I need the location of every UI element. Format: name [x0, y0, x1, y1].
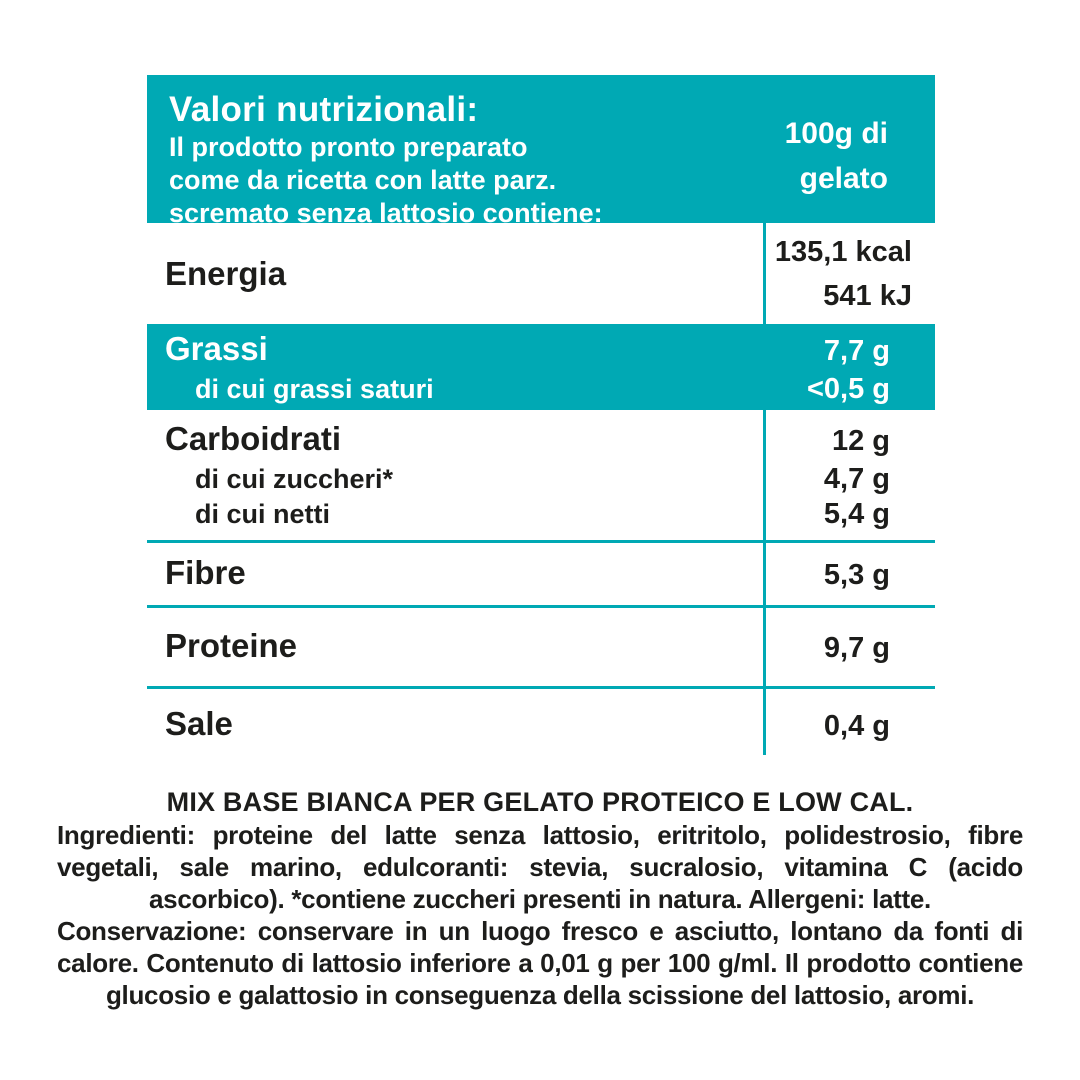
nutrient-line	[147, 552, 935, 596]
nutrient-label: di cui zuccheri*	[195, 464, 394, 494]
nutrient-label: di cui netti	[195, 499, 330, 529]
product-title: MIX BASE BIANCA PER GELATO PROTEICO E LOW CAL.	[166, 787, 914, 817]
nutrient-line	[147, 462, 935, 497]
nutrient-value: 7,7 g	[823, 334, 890, 367]
nutrient-line	[147, 703, 935, 747]
nutrient-value: 4,7 g	[823, 463, 890, 495]
nutrient-line	[147, 625, 935, 669]
nutrient-value: 5,3 g	[823, 559, 890, 591]
nutrient-value: <0,5 g	[806, 372, 890, 405]
row-fibre	[147, 543, 935, 605]
table-header-left	[169, 89, 755, 228]
row-sale	[147, 689, 935, 760]
table-subtitle-line-3: scremato senza lattosio contiene:	[169, 198, 603, 228]
table-body	[147, 223, 935, 760]
nutrient-label: Sale	[165, 704, 233, 742]
nutrient-label: di cui grassi saturi	[195, 373, 434, 404]
table-subtitle-line-1: Il prodotto pronto preparato	[169, 132, 528, 162]
row-energia	[147, 223, 935, 324]
amount-column-header	[755, 89, 935, 223]
amount-column-header-line-1: 100g di	[784, 117, 888, 150]
row-grassi	[147, 324, 935, 410]
amount-column-header-line-2: gelato	[799, 162, 888, 195]
nutrient-line	[147, 223, 935, 324]
nutrient-value: 12 g	[831, 425, 890, 457]
nutrition-table	[147, 75, 935, 760]
row-carboidrati	[147, 410, 935, 540]
nutrient-label: Energia	[165, 254, 287, 292]
nutrient-value: 5,4 g	[823, 498, 890, 530]
nutrient-label: Carboidrati	[165, 420, 342, 457]
nutrient-line	[147, 418, 935, 462]
nutrient-value: 9,7 g	[823, 632, 890, 664]
ingredients-paragraph: Ingredienti: proteine del latte senza lattosio, eritritolo, polidestrosio, fibre vegetali, sale marino, edulcoranti: stevia, sucralosio, vitamina C (acido ascorbico). *contiene zuccheri presenti in natura. Allergeni: latte.	[57, 820, 1023, 914]
nutrient-value: 135,1 kcal	[774, 235, 912, 268]
nutrient-label: Grassi	[165, 329, 268, 367]
nutrient-value: 541 kJ	[823, 279, 912, 312]
nutrient-label: Fibre	[165, 554, 246, 591]
row-proteine	[147, 608, 935, 686]
nutrient-line	[147, 372, 935, 407]
nutrient-value: 0,4 g	[823, 709, 890, 742]
conservation-paragraph: Conservazione: conservare in un luogo fresco e asciutto, lontano da fonti di calore. Contenuto di lattosio inferiore a 0,01 g per 100 g/ml. Il prodotto contiene glucosio e galattosio in conseguenza della scissione del lattosio, aromi.	[57, 916, 1023, 1010]
table-title: Valori nutrizionali:	[169, 90, 479, 129]
nutrient-line	[147, 497, 935, 532]
table-header	[147, 75, 935, 228]
nutrient-label: Proteine	[165, 627, 298, 664]
footer-text-block	[57, 786, 1023, 1011]
value-stack	[763, 230, 935, 318]
table-subtitle-line-2: come da ricetta con latte parz.	[169, 165, 557, 195]
nutrient-line	[147, 328, 935, 372]
